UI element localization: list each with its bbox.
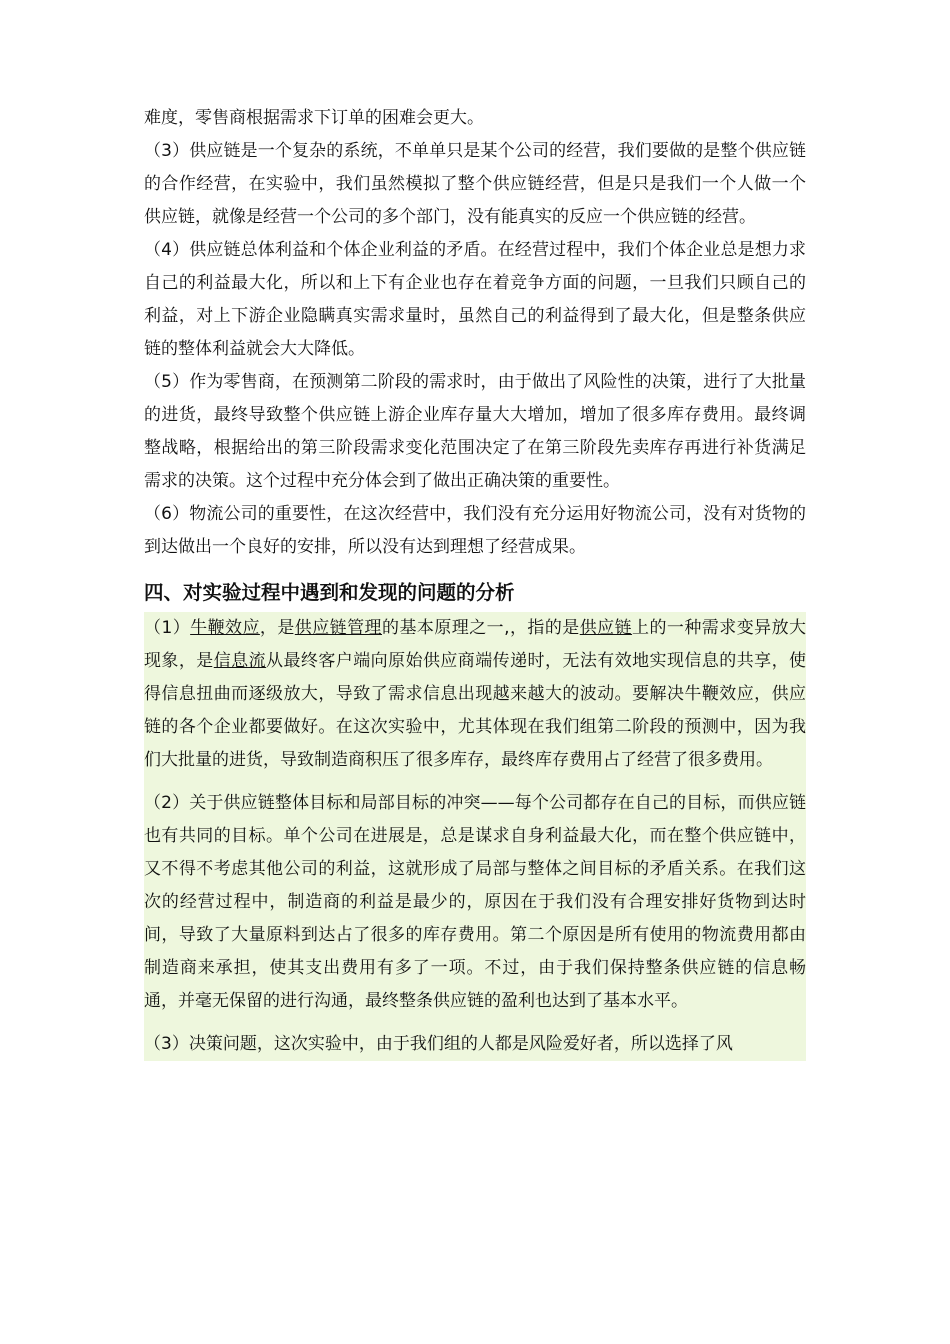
paragraph-item-4: （4）供应链总体利益和个体企业利益的矛盾。在经营过程中，我们个体企业总是想力求自己的利益最大化，所以和上下有企业也存在着竞争方面的问题，一旦我们只顾自己的利益，对上下游企业隐瞒真实需求量时，虽然自己的利益得到了最大化，但是整条供应链的整体利益就会大大降低。 [144, 240, 806, 359]
paragraph-item-3: （3）供应链是一个复杂的系统，不单单只是某个公司的经营，我们要做的是整个供应链的合作经营，在实验中，我们虽然模拟了整个供应链经营，但是只是我们一个人做一个供应链，就像是经营一个公司的多个部门，没有能真实的反应一个供应链的经营。 [144, 141, 806, 227]
term-link-scm[interactable]: 供应链管理 [294, 618, 383, 638]
document-body [144, 102, 806, 1061]
analysis-highlight-block [144, 612, 806, 1061]
analysis-p1-text-3: 上的一种需求变异放大现象，是 [144, 618, 807, 671]
analysis-paragraph-2: （2）关于供应链整体目标和局部目标的冲突——每个公司都存在自己的目标，而供应链也有共同的目标。单个公司在进展是，总是谋求自身利益最大化，而在整个供应链中，又不得不考虑其他公司的利益，这就形成了局部与整体之间目标的矛盾关系。在我们这次的经营过程中，制造商的利益是最少的，原因在于我们没有合理安排好货物到达时间，导致了大量原料到达占了很多的库存费用。第二个原因是所有使用的物流费用都由制造商来承担，使其支出费用有多了一项。不过，由于我们保持整条供应链的信息畅通，并毫无保留的进行沟通，最终整条供应链的盈利也达到了基本水平。 [144, 793, 806, 1011]
paragraph-gap [144, 777, 806, 787]
paragraph-item-6: （6）物流公司的重要性，在这次经营中，我们没有充分运用好物流公司，没有对货物的到达做出一个良好的安排，所以没有达到理想了经营成果。 [144, 504, 806, 557]
paragraph-gap [144, 1018, 806, 1028]
term-link-bullwhip[interactable]: 牛鞭效应 [190, 618, 260, 638]
paragraph-intro-1: 难度，零售商根据需求下订单的困难会更大。 [144, 108, 484, 128]
analysis-paragraph-3: （3）决策问题，这次实验中，由于我们组的人都是风险爱好者，所以选择了风 [144, 1034, 733, 1054]
paragraph-item-5: （5）作为零售商，在预测第二阶段的需求时，由于做出了风险性的决策，进行了大批量的进货，最终导致整个供应链上游企业库存量大大增加，增加了很多库存费用。最终调整战略，根据给出的第三阶段需求变化范围决定了在第三阶段先卖库存再进行补货满足需求的决策。这个过程中充分体会到了做出正确决策的重要性。 [144, 372, 806, 491]
analysis-p1-text-4: 从最终客户端向原始供应商端传递时，无法有效地实现信息的共享，使得信息扭曲而逐级放大，导致了需求信息出现越来越大的波动。要解决牛鞭效应，供应链的各个企业都要做好。在这次实验中，尤其体现在我们组第二阶段的预测中，因为我们大批量的进货，导致制造商积压了很多库存，最终库存费用占了经营了很多费用。 [144, 651, 807, 770]
analysis-p1-text-1: ，是 [259, 618, 295, 638]
term-link-information-flow[interactable]: 信息流 [213, 651, 267, 671]
analysis-p1-text-2: 的基本原理之一,，指的是 [382, 618, 580, 638]
section-heading: 四、对实验过程中遇到和发现的问题的分析 [144, 581, 515, 604]
term-link-supply-chain[interactable]: 供应链 [579, 618, 633, 638]
analysis-p1-prefix: （1） [144, 618, 191, 638]
analysis-paragraph-1 [144, 612, 806, 777]
